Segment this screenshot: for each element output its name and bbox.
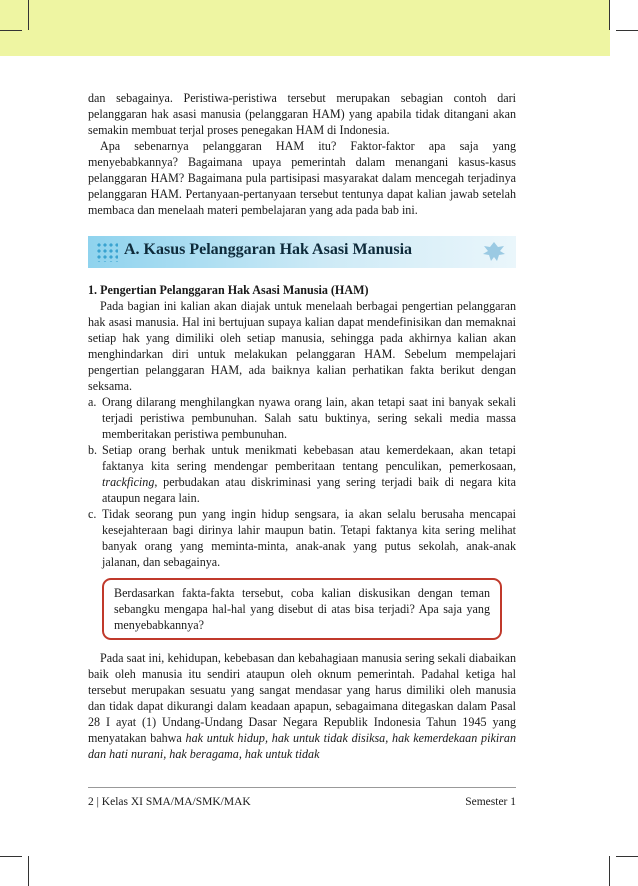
crop-mark: [28, 856, 29, 886]
closing-paragraph: [88, 650, 516, 762]
garuda-emblem-icon: [480, 238, 508, 266]
dot-pattern-icon: [96, 242, 118, 262]
page-footer: [88, 787, 516, 808]
list-marker: c.: [88, 507, 97, 521]
crop-mark: [616, 30, 638, 31]
closing-italic: hak untuk hidup, hak untuk tidak disiksa, hak kemerdekaan pikiran dan hati nurani, hak beragama, hak untuk tidak: [88, 731, 516, 761]
crop-mark: [0, 30, 22, 31]
crop-mark: [609, 856, 610, 886]
facts-list: [88, 394, 516, 570]
list-item: [88, 394, 516, 442]
crop-mark: [0, 856, 22, 857]
section-title: A. Kasus Pelanggaran Hak Asasi Manusia: [124, 241, 413, 258]
list-item: [88, 506, 516, 570]
closing-text: Pada saat ini, kehidupan, kebebasan dan kebahagiaan manusia sering sekali diabaikan baik oleh manusia itu sendiri ataupun oleh oknum pemerintah. Padahal ketiga hal tersebut merupakan sesuatu yang sangat mendasar yang harus dimiliki oleh manusia dan tidak dapat dikurangi dalam keadaan apapun, sebagaimana ditegaskan dalam Pasal 28 I ayat (1) Undang-Undang Dasar Negara Republik Indonesia Tahun 1945 yang menyatakan bahwa: [88, 651, 516, 745]
list-item-text: , perbudakan atau diskriminasi yang sering terjadi baik di negara kita ataupun negara lain.: [102, 475, 516, 505]
list-item-italic: trackficing: [102, 475, 155, 489]
list-item-text: Setiap orang berhak untuk menikmati kebebasan atau kemerdekaan, akan tetapi faktanya kita sering mendengar pemberitaan tentang penculikan, pemerkosaan,: [102, 443, 516, 473]
list-item: [88, 442, 516, 506]
top-color-band: [0, 0, 610, 56]
intro-paragraph: dan sebagainya. Peristiwa-peristiwa tersebut merupakan sebagian contoh dari pelanggaran hak asasi manusia (pelanggaran HAM) yang apabila tidak ditangani akan semakin membuat terjal proses penegakan HAM di Indonesia.: [88, 91, 516, 137]
list-marker: b.: [88, 443, 98, 457]
footer-left: 2 | Kelas XI SMA/MA/SMK/MAK: [88, 796, 251, 808]
footer-right: Semester 1: [465, 796, 516, 808]
list-item-text: Orang dilarang menghilangkan nyawa orang lain, akan tetapi saat ini banyak sekali terjadi peristiwa pembunuhan. Salah satu buktinya, sering sekali media massa memberitakan peristiwa pembunuhan.: [102, 395, 516, 441]
page-body: [88, 90, 516, 762]
list-item-text: Tidak seorang pun yang ingin hidup sengsara, ia akan selalu berusaha mencapai kesejahteraan bagi dirinya lahir maupun batin. Tetapi faktanya kita sering melihat banyak orang yang meminta-minta, anak-anak yang putus sekolah, anak-anak jalanan, dan sebagainya.: [102, 507, 516, 569]
crop-mark: [28, 0, 29, 30]
subsection-heading: 1. Pengertian Pelanggaran Hak Asasi Manusia (HAM): [88, 283, 369, 297]
discussion-callout: Berdasarkan fakta-fakta tersebut, coba kalian diskusikan dengan teman sebangku mengapa hal-hal yang disebut di atas bisa terjadi? Apa saja yang menyebabkannya?: [102, 578, 502, 640]
crop-mark: [616, 856, 638, 857]
intro-questions-paragraph: Apa sebenarnya pelanggaran HAM itu? Faktor-faktor apa saja yang menyebabkannya? Bagaimana upaya pemerintah dalam menangani kasus-kasus pelanggaran HAM? Bagaimana pula partisipasi masyarakat dalam mencegah terjadinya pelanggaran HAM. Pertanyaan-pertanyaan tersebut tentunya dapat kalian jawab setelah membaca dan menelaah materi pembelajaran yang ada pada bab ini.: [88, 139, 516, 217]
crop-mark: [609, 0, 610, 30]
subsection-paragraph: Pada bagian ini kalian akan diajak untuk menelaah berbagai pengertian pelanggaran hak asasi manusia. Hal ini bertujuan supaya kalian dapat mendefinisikan dan memaknai setiap hak yang dimiliki oleh setiap manusia, sehingga pada akhirnya kalian akan menghindarkan diri untuk melakukan pelanggaran HAM. Sebelum mempelajari pengertian pelanggaran HAM, ada baiknya kalian perhatikan fakta berikut dengan seksama.: [88, 299, 516, 393]
list-marker: a.: [88, 395, 97, 409]
section-banner: [88, 236, 516, 268]
